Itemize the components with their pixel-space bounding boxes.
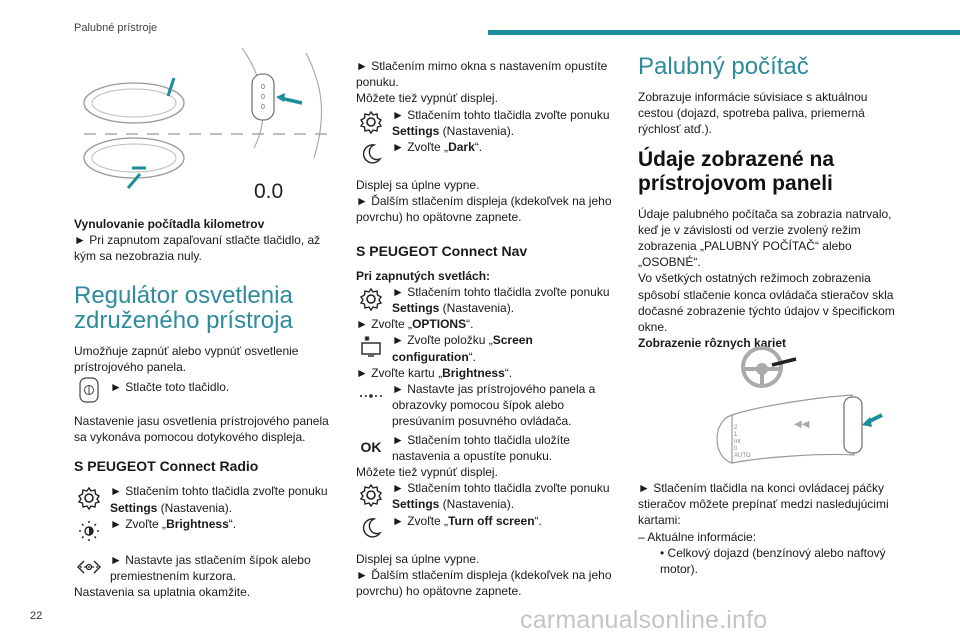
on-text: ► Ďalším stlačením displeja (kdekoľvek na jeho povrchu) ho opätovne zapnete. — [356, 194, 612, 225]
ok-button-icon — [356, 432, 386, 462]
off-text-2: Displej sa úplne vypne. — [356, 551, 480, 566]
tabs-item-1: – Aktuálne informácie: — [638, 529, 757, 544]
brightness-icon — [74, 516, 104, 546]
data-text-2: Vo všetkých ostatných režimoch zobrazenia spôsobí stlačenie konca ovládača stieračov skla dočasné zobrazenie týchto údajov v špecifickom okne. — [638, 271, 895, 335]
stalk-label-auto: AUTO — [734, 453, 751, 459]
stalk-label-2: 2 — [734, 425, 738, 431]
stalk-label-0: 0 — [734, 446, 738, 452]
svg-text:0: 0 — [261, 104, 265, 111]
odometer-display: 0.0 — [254, 180, 284, 203]
radio-step1-suffix: (Nastavenia). — [157, 500, 233, 515]
dimmer-button-icon — [74, 375, 104, 405]
settings-gear-icon — [356, 107, 386, 137]
n1-suffix: (Nastavenia). — [439, 301, 515, 316]
screen-config-icon — [356, 332, 386, 362]
column-middle — [356, 58, 618, 599]
s1-text: ► Stlačením tohto tlačidla zvoľte ponuku — [392, 107, 610, 122]
n1-settings: Settings — [392, 301, 440, 316]
settings-gear-icon — [356, 284, 386, 314]
computer-intro: Zobrazuje informácie súvisiace s aktuálnou cestou (dojazd, spotreba paliva, priemerná rýchlosť atď.). — [638, 90, 868, 137]
stalk-label-int: Int — [734, 439, 741, 445]
lights-on-label: Pri zapnutých svetlách: — [356, 268, 491, 283]
wiper-stalk-illustration — [632, 345, 904, 475]
dots-slider-icon — [356, 381, 386, 411]
n3-suffix: “. — [468, 349, 477, 364]
s2-suffix: “. — [474, 140, 483, 155]
tabs-title: Zobrazenie rôznych kariet — [638, 336, 787, 351]
off-text: Displej sa úplne vypne. — [356, 178, 480, 193]
n4-suffix: “. — [504, 365, 513, 380]
radio-step2-text: ► Zvoľte „ — [110, 516, 167, 531]
dimmer-step: ► Stlačte toto tlačidlo. — [110, 380, 230, 395]
exit-text: ► Stlačením mimo okna s nastavením opustíte ponuku. — [356, 59, 608, 90]
radio-note: Nastavenia sa uplatnia okamžite. — [74, 585, 251, 600]
arrow-bottom-left — [128, 174, 140, 188]
moon-icon — [356, 513, 386, 543]
arrow-top-left — [168, 78, 174, 96]
display-off-label: Môžete tiež vypnúť displej. — [356, 91, 498, 106]
radio-step1-settings: Settings — [110, 500, 158, 515]
settings-gear-icon — [74, 483, 104, 513]
dimmer-heading: Regulátor osvetlenia združeného prístroja — [74, 281, 293, 334]
page-number: 22 — [30, 610, 43, 622]
radio-step3: ► Nastavte jas stlačením šípok alebo premiestnením kurzora. — [110, 552, 311, 584]
n7-settings: Settings — [392, 497, 440, 512]
n7-suffix: (Nastavenia). — [439, 497, 515, 512]
n2-options: OPTIONS — [412, 317, 467, 332]
stalk-outline-2 — [306, 53, 322, 158]
n7-text: ► Stlačením tohto tlačidla zvoľte ponuku — [392, 481, 610, 496]
data-text-1: Údaje palubného počítača sa zobrazia natrvalo, keď je v závislosti od verzie zvolený režim zobrazenia „PALUBNÝ POČÍTAČ“ alebo „OSOBNÉ“. — [638, 206, 892, 270]
svg-text:0: 0 — [261, 94, 265, 101]
stalk-shape — [717, 395, 882, 463]
display-off-label-2: Môžete tiež vypnúť displej. — [356, 465, 498, 480]
n8-turn-off: Turn off screen — [448, 513, 535, 528]
on-text-2: ► Ďalším stlačením displeja (kdekoľvek na jeho povrchu) ho opätovne zapnete. — [356, 567, 612, 599]
n2-suffix: “. — [466, 317, 474, 332]
settings-gear-icon — [356, 480, 386, 510]
dimmer-intro: Umožňuje zapnúť alebo vypnúť osvetlenie prístrojového panela. — [74, 343, 299, 374]
s2-text: ► Zvoľte „ — [392, 140, 449, 155]
reset-title: Vynulovanie počítadla kilometrov — [74, 217, 265, 231]
column-right-lower — [638, 480, 900, 577]
tabs-item-1a: • Celkový dojazd (benzínový alebo naftový motor). — [660, 545, 886, 577]
radio-step1-text: ► Stlačením tohto tlačidla zvoľte ponuku — [110, 484, 328, 499]
watermark: carmanualsonline.info — [520, 606, 768, 634]
column-left — [74, 216, 336, 600]
steering-wheel-icon — [743, 348, 796, 386]
svg-text:0: 0 — [261, 84, 265, 91]
header-accent-bar — [488, 30, 960, 35]
n8-text: ► Zvoľte „ — [392, 513, 449, 528]
n2-text: ► Zvoľte „ — [356, 317, 413, 332]
slider-arrows-icon — [74, 552, 104, 582]
n8-suffix: “. — [534, 513, 542, 528]
nav-heading: S PEUGEOT Connect Nav — [356, 242, 528, 259]
n1-text: ► Stlačením tohto tlačidla zvoľte ponuku — [392, 284, 610, 299]
n4-text: ► Zvoľte kartu „ — [356, 365, 443, 380]
running-header: Palubné prístroje — [74, 22, 158, 34]
ok-label: OK — [360, 438, 382, 455]
column-right — [638, 54, 900, 351]
tabs-text: ► Stlačením tlačidla na konci ovládacej páčky stieračov môžete prepínať medzi nasledujúcimi kartami: — [638, 481, 889, 528]
n6-text: ► Stlačením tohto tlačidla uložíte nastavenia a opustíte ponuku. — [392, 432, 570, 463]
svg-text:◀◀: ◀◀ — [794, 419, 810, 430]
s1-settings: Settings — [392, 123, 440, 138]
dimmer-text: Nastavenie jasu osvetlenia prístrojového panela sa vykonáva pomocou dotykového displeja. — [74, 414, 329, 445]
radio-step2-brightness: Brightness — [166, 516, 229, 531]
odometer-reset-illustration — [74, 48, 340, 208]
data-heading: Údaje zobrazené na prístrojovom paneli — [638, 147, 835, 195]
n3-text: ► Zvoľte položku „ — [392, 333, 493, 348]
n5-text: ► Nastavte jas prístrojového panela a obrazovky pomocou šípok alebo presúvaním posuvného ovládača. — [392, 382, 596, 429]
moon-icon — [356, 139, 386, 169]
s2-dark: Dark — [448, 140, 475, 155]
stalk-end-top-inner — [92, 89, 176, 117]
reset-text: ► Pri zapnutom zapaľovaní stlačte tlačidlo, až kým sa nezobrazia nuly. — [74, 233, 321, 264]
stalk-label-1: 1 — [734, 432, 738, 438]
n3-screen-config: Screen configuration — [392, 333, 533, 364]
computer-heading: Palubný počítač — [638, 53, 809, 80]
radio-step2-suffix: “. — [228, 516, 237, 531]
stalk-end-button — [844, 397, 862, 453]
s1-suffix: (Nastavenia). — [439, 123, 515, 138]
n4-brightness: Brightness — [442, 365, 505, 380]
radio-heading: S PEUGEOT Connect Radio — [74, 458, 259, 475]
